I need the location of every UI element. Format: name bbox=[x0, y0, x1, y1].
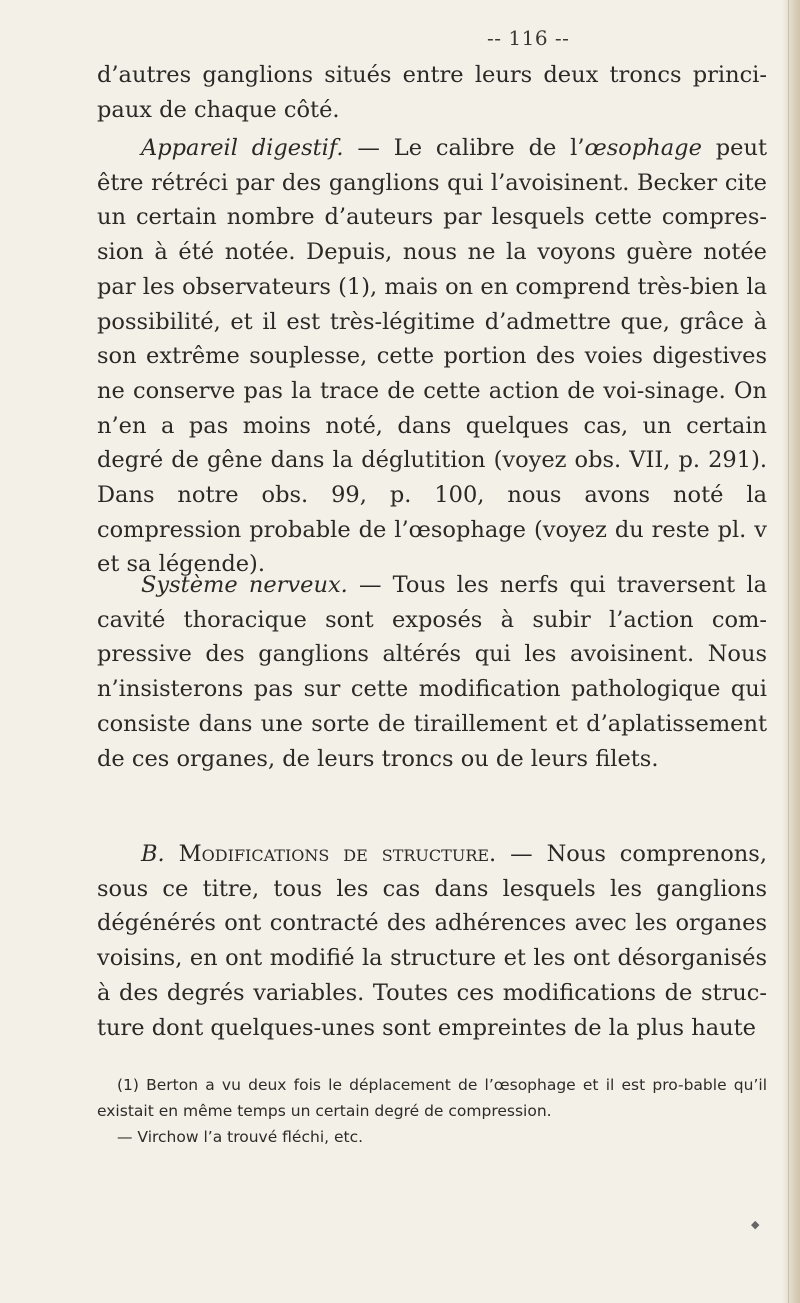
footnote bbox=[97, 1072, 767, 1150]
oesophage-italic-word: œsophage bbox=[584, 135, 702, 161]
paragraph-appareil-digestif bbox=[97, 131, 767, 582]
appareil-digestif-text-after: peut être rétréci par des ganglions qui l’avoisinent. Becker cite un certain nombre d’auteurs par lesquels cette compres-sion à été notée. Depuis, nous ne la voyons guère notée par les observateurs (1), mais on en comprend très-bien la possibilité, et il est très-légitime d’admettre que, grâce à son extrême souplesse, cette portion des voies digestives ne conserve pas la trace de cette action de voi-sinage. On n’en a pas moins noté, dans quelques cas, un certain degré de gêne dans la déglutition (voyez obs. VII, p. 291). Dans notre obs. 99, p. 100, nous avons noté la compression probable de l’œsophage (voyez du reste pl. v et sa légende). bbox=[97, 135, 767, 578]
page-edge bbox=[782, 0, 800, 1303]
stray-mark: ◆ bbox=[751, 1218, 760, 1231]
systeme-nerveux-text: — Tous les nerfs qui traversent la cavité thoracique sont exposés à subir l’action com-pressive des ganglions altérés qui les avoisinent. Nous n’insisterons pas sur cette modification pathologique qui consiste dans une sorte de tiraillement et d’aplatissement de ces organes, de leurs troncs ou de leurs filets. bbox=[97, 572, 767, 772]
section-letter: B. bbox=[141, 841, 165, 867]
systeme-nerveux-heading: Système nerveux. bbox=[141, 572, 348, 598]
appareil-digestif-heading: Appareil digestif. bbox=[141, 135, 344, 161]
paragraph-systeme-nerveux bbox=[97, 568, 767, 776]
appareil-digestif-text-before: — Le calibre de l’ bbox=[343, 135, 585, 161]
footnote-line-2: — Virchow l’a trouvé fléchi, etc. bbox=[117, 1128, 364, 1146]
paragraph-modifications-structure bbox=[97, 837, 767, 1045]
modifications-structure-heading: Modifications de structure. bbox=[178, 841, 497, 867]
paragraph-continued bbox=[97, 58, 767, 127]
paragraph-continued-text: d’autres ganglions situés entre leurs deux troncs princi-paux de chaque côté. bbox=[97, 62, 767, 123]
footnote-line-1: (1) Berton a vu deux fois le déplacement de l’œsophage et il est pro-bable qu’il existait en même temps un certain degré de compression. bbox=[97, 1076, 767, 1120]
page-number: -- 116 -- bbox=[487, 26, 570, 50]
modifications-structure-text: — Nous comprenons, sous ce titre, tous les cas dans lesquels les ganglions dégénérés ont contracté des adhérences avec les organes voisins, en ont modifié la structure et les ont désorganisés à des degrés variables. Toutes ces modifications de struc-ture dont quelques-unes sont empreintes de la plus haute bbox=[97, 841, 767, 1041]
